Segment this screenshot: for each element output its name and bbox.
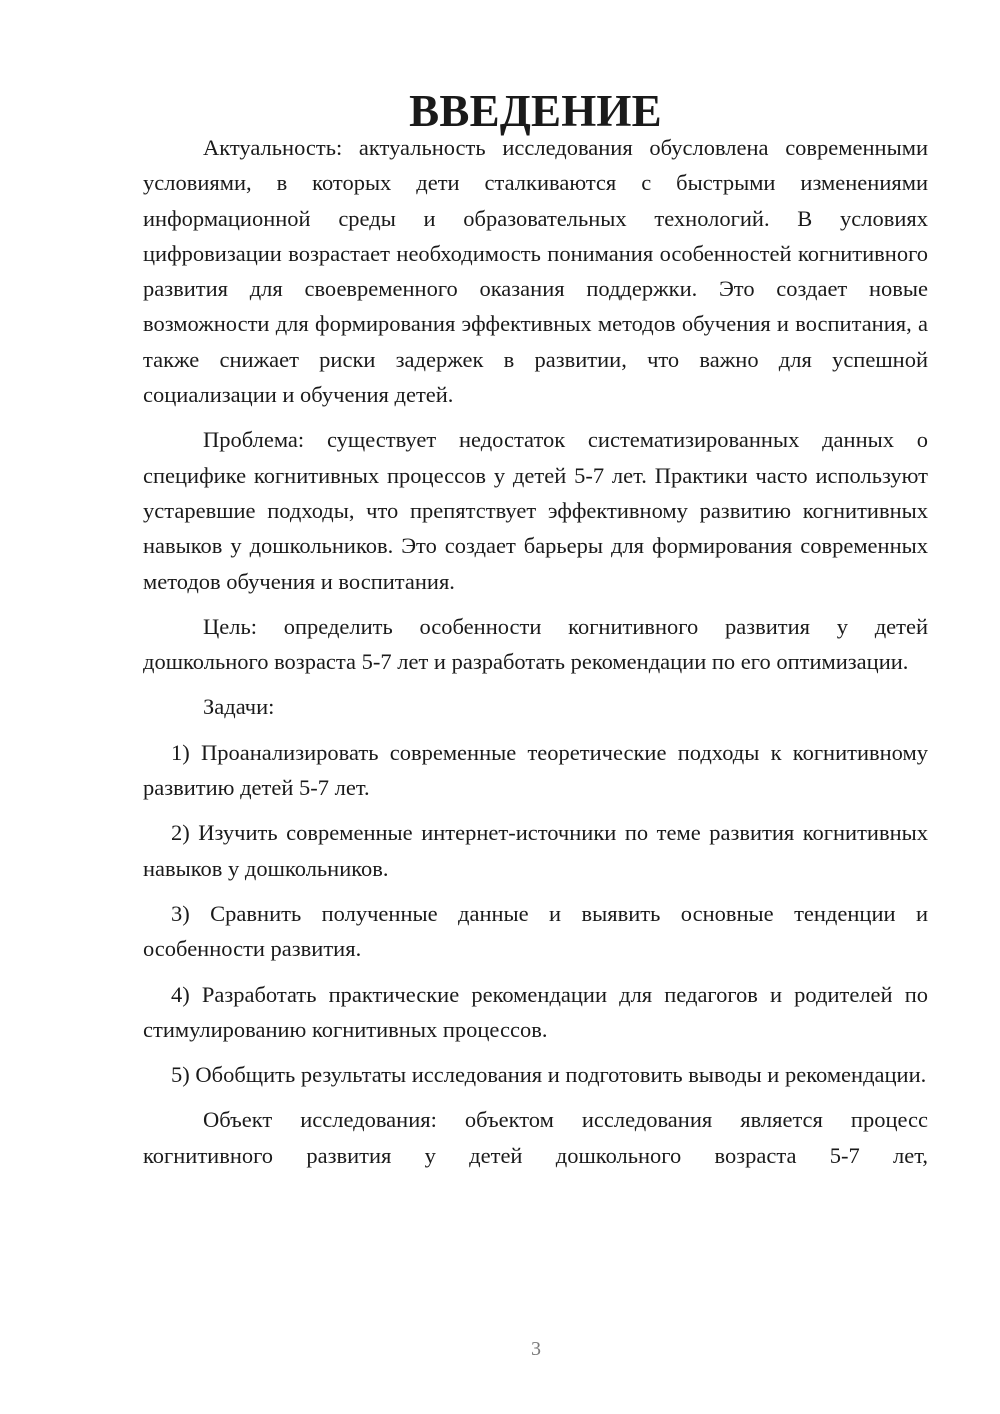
task-item-3: 3) Сравнить полученные данные и выявить основные тенденции и особенности развития. — [143, 900, 928, 962]
goal-paragraph: Цель: определить особенности когнитивного развития у детей дошкольного возраста 5-7 лет и разработать рекомендации по его оптимизации. — [143, 613, 928, 675]
relevance-paragraph: Актуальность: актуальность исследования обусловлена современными условиями, в которых дети сталкиваются с быстрыми изменениями информационной среды и образовательных технологий. В условиях цифровизации возрастает необходимость понимания особенностей когнитивного развития для своевременного оказания поддержки. Это создает новые возможности для формирования эффективных методов обучения и воспитания, а также снижает риски задержек в развитии, что важно для успешной социализации и обучения детей. — [143, 135, 928, 408]
object-paragraph: Объект исследования: объектом исследования является процесс когнитивного развития у детей дошкольного возраста 5-7 лет, — [143, 1107, 928, 1168]
task-item-4: 4) Разработать практические рекомендации для педагогов и родителей по стимулированию когнитивных процессов. — [143, 981, 928, 1042]
task-item-2: 2) Изучить современные интернет-источники по теме развития когнитивных навыков у дошкольников. — [143, 820, 928, 881]
task-item-5: 5) Обобщить результаты исследования и подготовить выводы и рекомендации. — [171, 1062, 927, 1088]
tasks-label: Задачи: — [203, 694, 275, 720]
problem-paragraph: Проблема: существует недостаток систематизированных данных о специфике когнитивных процессов у детей 5-7 лет. Практики часто используют устаревшие подходы, что препятствует эффективному развитию когнитивных навыков у дошкольников. Это создает барьеры для формирования современных методов обучения и воспитания. — [143, 427, 928, 594]
page-number: 3 — [531, 1338, 541, 1360]
section-heading: ВВЕДЕНИЕ — [409, 86, 662, 136]
page-content — [143, 86, 928, 1183]
task-item-1: 1) Проанализировать современные теоретические подходы к когнитивному развитию детей 5-7 лет. — [143, 739, 928, 801]
